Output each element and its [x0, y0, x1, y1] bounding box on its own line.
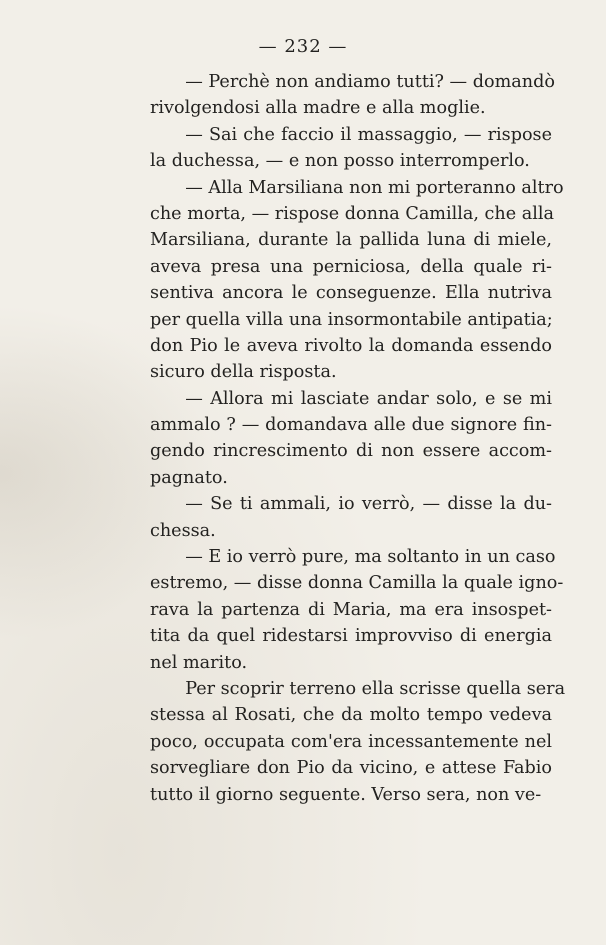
paragraph	[150, 386, 552, 492]
text-line: — Alla Marsiliana non mi porteranno altro	[150, 177, 564, 198]
paragraph	[150, 491, 552, 544]
text-line: aveva presa una perniciosa, della quale ri-	[150, 256, 552, 277]
text-line: — E io verrò pure, ma soltanto in un caso	[150, 547, 556, 568]
text-line: sorvegliare don Pio da vicino, e attese Fabio	[150, 758, 552, 779]
text-line: pagnato.	[150, 467, 228, 488]
text-line: chessa.	[150, 520, 216, 541]
text-line: rava la partenza di Maria, ma era insospet-	[150, 599, 552, 620]
text-line: sentiva ancora le conseguenze. Ella nutriva	[150, 283, 552, 304]
text-line: estremo, — disse donna Camilla la quale igno-	[150, 573, 564, 594]
text-line: che morta, — rispose donna Camilla, che alla	[150, 203, 554, 224]
text-line: stessa al Rosati, che da molto tempo vedeva	[150, 705, 552, 726]
text-line: nel marito.	[150, 652, 248, 673]
text-line: rivolgendosi alla madre e alla moglie.	[150, 98, 486, 119]
text-line: per quella villa una insormontabile antipatia;	[150, 309, 553, 330]
text-line: la duchessa, — e non posso interromperlo.	[150, 151, 530, 172]
paragraph	[150, 676, 566, 808]
text-line: ammalo ? — domandava alle due signore fin-	[150, 415, 552, 436]
text-line: — Sai che faccio il massaggio, — rispose	[150, 124, 552, 145]
paragraph	[150, 69, 555, 122]
text-line: tutto il giorno seguente. Verso sera, non ve-	[150, 784, 542, 805]
text-line: tita da quel ridestarsi improvviso di energia	[150, 626, 552, 647]
text-line: — Se ti ammali, io verrò, — disse la du-	[150, 494, 552, 515]
body-text	[150, 69, 566, 808]
text-line: don Pio le aveva rivolto la domanda essendo	[150, 335, 552, 356]
text-line: — Allora mi lasciate andar solo, e se mi	[150, 388, 552, 409]
text-line: Per scoprir terreno ella scrisse quella sera	[150, 678, 566, 699]
text-line: poco, occupata com'era incessantemente nel	[150, 731, 552, 752]
paragraph	[150, 544, 564, 676]
page-number: — 232 —	[258, 36, 348, 57]
text-line: Marsiliana, durante la pallida luna di miele,	[150, 230, 552, 251]
text-line: — Perchè non andiamo tutti? — domandò	[150, 72, 555, 92]
paragraph	[150, 175, 564, 386]
text-line: sicuro della risposta.	[150, 362, 337, 383]
paragraph	[150, 122, 552, 175]
text-line: gendo rincrescimento di non essere accom-	[150, 441, 552, 462]
